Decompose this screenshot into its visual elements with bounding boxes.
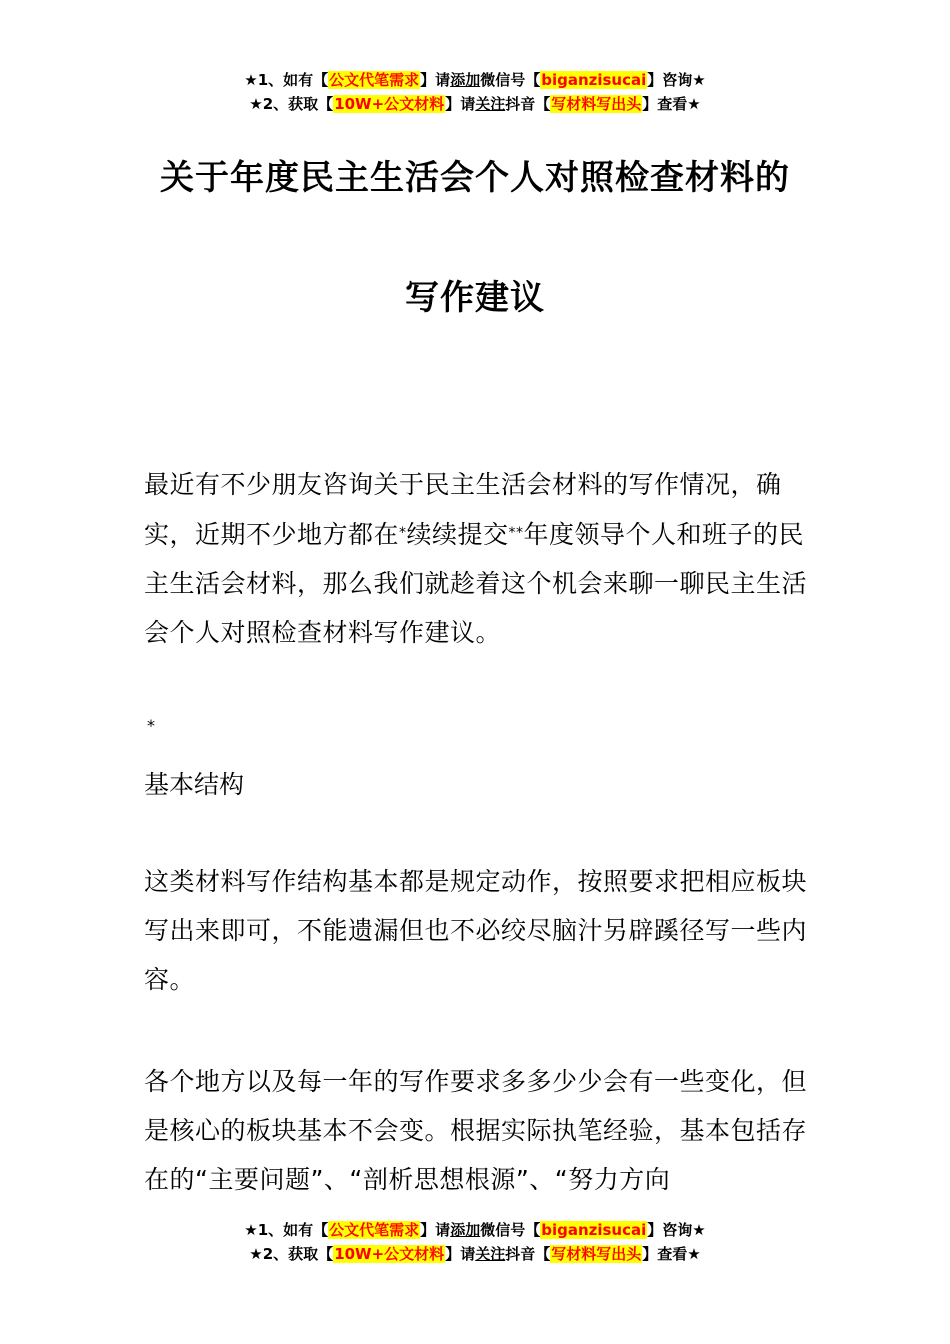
document-title-line-1: 关于年度民主生活会个人对照检查材料的 [160,158,790,198]
promo-text: 】查看★ [642,1245,701,1263]
promo-text: ★2、获取【 [249,95,334,113]
promo-highlight: 10W+公文材料 [334,1245,445,1263]
promo-text: ★2、获取【 [249,1245,334,1263]
paragraph-intro [144,460,809,657]
promo-highlight: 10W+公文材料 [334,95,445,113]
promo-line-2 [0,1242,950,1266]
promo-text: 】请 [445,1245,476,1263]
document-title-line-2: 写作建议 [405,278,545,318]
promo-highlight: biganzisucai [541,1221,647,1239]
promo-underline: 关注 [475,95,506,113]
promo-text: 】咨询★ [647,71,706,89]
promo-text: 抖音【 [505,95,551,113]
promo-text: 】请 [420,71,451,89]
paragraph-text: 最近有不少朋友咨询关于民主生活会材料的写作情况，确实，近期不少地方都在 [144,470,782,549]
asterisk-mark: ** [508,525,524,541]
promo-highlight: 公文代笔需求 [329,71,420,89]
promo-highlight: 写材料写出头 [551,95,642,113]
section-heading: 基本结构 [144,770,245,799]
promo-line-1 [0,1218,950,1242]
promo-text: 抖音【 [505,1245,551,1263]
section-separator: * [147,716,155,735]
promo-text: 】咨询★ [647,1221,706,1239]
promo-highlight: biganzisucai [541,71,647,89]
paragraph-structure: 这类材料写作结构基本都是规定动作，按照要求把相应板块写出来即可，不能遗漏但也不必绞尽脑汁另辟蹊径写一些内容。 [144,867,808,994]
promo-line-1 [0,68,950,92]
promo-text: 】请 [445,95,476,113]
paragraph-text: 续续提交 [406,520,509,549]
promo-underline: 添加 [450,71,481,89]
promo-text: 微信号【 [480,1221,541,1239]
promo-banner-top [0,68,950,116]
promo-underline: 关注 [475,1245,506,1263]
promo-text: ★1、如有【 [244,1221,329,1239]
promo-text: 】请 [420,1221,451,1239]
asterisk-mark: * [399,525,407,541]
promo-text: ★1、如有【 [244,71,329,89]
promo-highlight: 写材料写出头 [551,1245,642,1263]
paragraph-text: 年度领导个人和班子的民主生活会材料，那么我们就趁着这个机会来聊一聊民主生活会个人对照检查材料写作建议。 [144,520,808,647]
promo-highlight: 公文代笔需求 [329,1221,420,1239]
promo-text: 微信号【 [480,71,541,89]
promo-text: 】查看★ [642,95,701,113]
promo-line-2 [0,92,950,116]
promo-banner-bottom [0,1218,950,1266]
paragraph-core-sections: 各个地方以及每一年的写作要求多多少少会有一些变化，但是核心的板块基本不会变。根据实际执笔经验，基本包括存在的“主要问题”、“剖析思想根源”、“努力方向 [144,1067,808,1194]
promo-underline: 添加 [450,1221,481,1239]
